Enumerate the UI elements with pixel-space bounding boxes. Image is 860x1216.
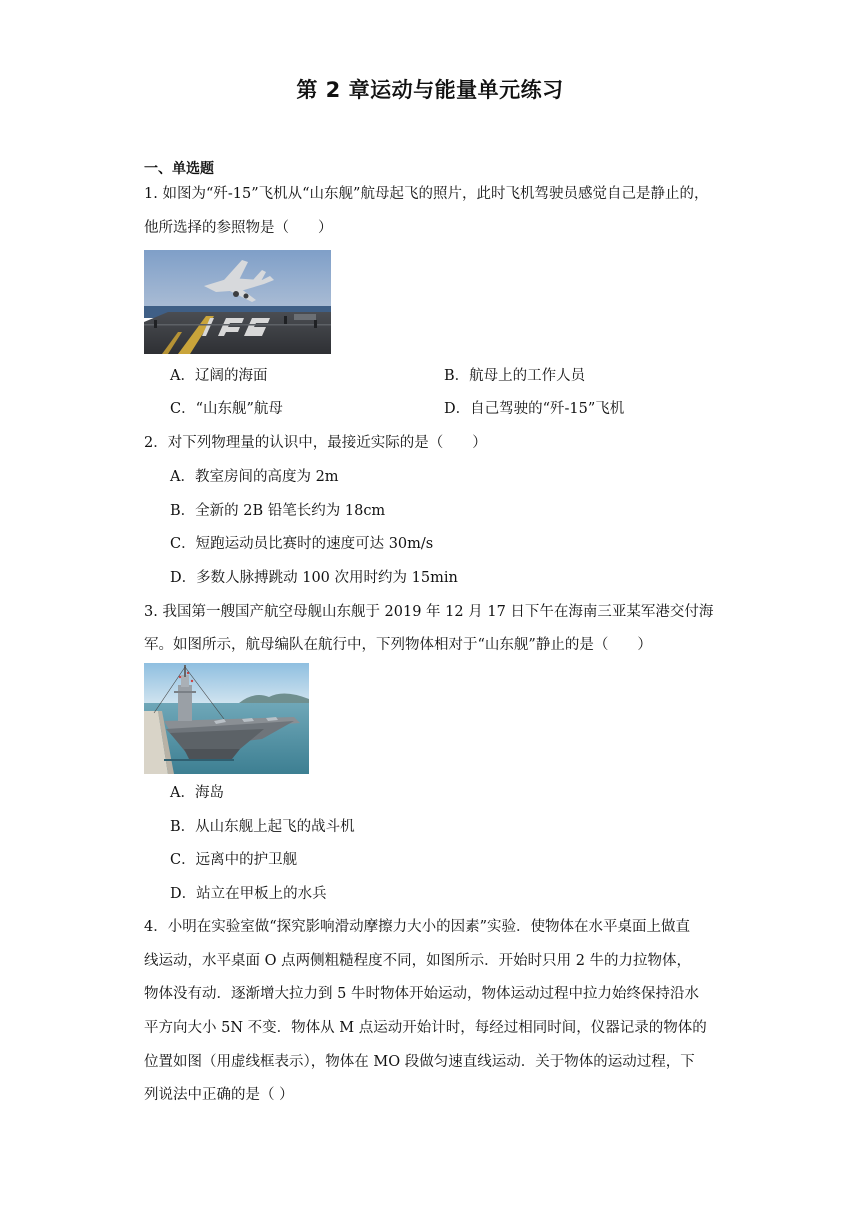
section-heading: 一、单选题 (144, 161, 214, 177)
q3-photo-aircraft-carrier (144, 663, 309, 774)
q3-stem-line-1: 3. 我国第一艘国产航空母舰山东舰于 2019 年 12 月 17 日下午在海南三亚某军港交付海 (144, 604, 714, 620)
q4-stem-line-5: 位置如图（用虚线框表示），物体在 MO 段做匀速直线运动．关于物体的运动过程，下 (144, 1054, 695, 1070)
q2-stem: 2．对下列物理量的认识中，最接近实际的是（ ） (144, 435, 487, 451)
q2-option-d: D．多数人脉搏跳动 100 次用时约为 15min (170, 570, 458, 586)
q1-photo-jet-takeoff (144, 250, 331, 354)
page-title: 第 2 章运动与能量单元练习 (296, 78, 564, 102)
q1-option-b: B．航母上的工作人员 (444, 368, 586, 384)
q4-stem-line-1: 4．小明在实验室做“探究影响滑动摩擦力大小的因素”实验．使物体在水平桌面上做直 (144, 919, 691, 935)
q3-option-c: C．远离中的护卫舰 (170, 852, 298, 868)
q1-option-a: A．辽阔的海面 (170, 368, 268, 384)
q1-option-c: C．“山东舰”航母 (170, 401, 283, 417)
q4-stem-line-3: 物体没有动．逐渐增大拉力到 5 牛时物体开始运动，物体运动过程中拉力始终保持沿水 (144, 986, 699, 1002)
q1-stem-line-1: 1. 如图为“歼-15”飞机从“山东舰”航母起飞的照片，此时飞机驾驶员感觉自己是静止的， (144, 186, 709, 202)
q2-option-a: A．教室房间的高度为 2m (170, 469, 339, 485)
q2-option-b: B．全新的 2B 铅笔长约为 18cm (170, 503, 386, 519)
q4-stem-line-2: 线运动，水平桌面 O 点两侧粗糙程度不同，如图所示．开始时只用 2 牛的力拉物体， (144, 953, 692, 969)
q3-stem-line-2: 军。如图所示，航母编队在航行中，下列物体相对于“山东舰”静止的是（ ） (144, 637, 652, 653)
q4-stem-line-4: 平方向大小 5N 不变．物体从 M 点运动开始计时，每经过相同时间，仪器记录的物体的 (144, 1020, 707, 1036)
q4-stem-line-6: 列说法中正确的是（ ） (144, 1087, 294, 1103)
q3-option-b: B．从山东舰上起飞的战斗机 (170, 819, 355, 835)
q3-option-d: D．站立在甲板上的水兵 (170, 886, 327, 902)
q3-option-a: A．海岛 (170, 785, 224, 801)
q2-option-c: C．短跑运动员比赛时的速度可达 30m/s (170, 536, 434, 552)
q1-option-d: D．自己驾驶的“歼-15”飞机 (444, 401, 625, 417)
q1-stem-line-2: 他所选择的参照物是（ ） (144, 220, 333, 236)
